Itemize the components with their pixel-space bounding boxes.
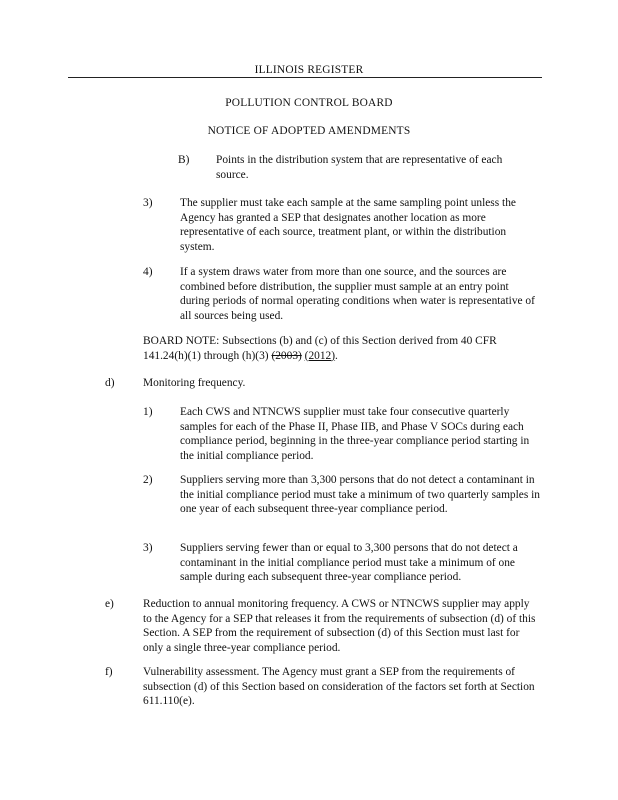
section-e-text: Reduction to annual monitoring frequency. A CWS or NTNCWS supplier may apply to the Agency for a SEP that releases it from the requirements of subsection (d) of this Section. A SEP from the requirement of subsection (d) of this Section must last for only a single three-year compliance period. — [143, 598, 536, 654]
board-note-inserted-year: (2012) — [304, 349, 336, 362]
section-f-label: f) — [105, 666, 113, 678]
item-4-text: If a system draws water from more than one source, and the sources are combined before distribution, the supplier must sample at an entry point during periods of normal operating conditions when water is representative of all sources being used. — [180, 266, 535, 322]
board-note — [143, 334, 540, 363]
register-title: ILLINOIS REGISTER — [254, 64, 364, 76]
board-note-text: BOARD NOTE: Subsections (b) and (c) of this Section derived from 40 CFR 141.24(h)(1) through (h)(3) — [143, 335, 497, 362]
section-d-label: d) — [105, 377, 115, 389]
notice-title: NOTICE OF ADOPTED AMENDMENTS — [207, 125, 411, 137]
section-e-label: e) — [105, 598, 114, 610]
item-b-label: B) — [178, 154, 190, 166]
section-d-item-2-label: 2) — [143, 474, 153, 486]
section-d-title: Monitoring frequency. — [143, 377, 246, 389]
section-d-item-3-label: 3) — [143, 542, 153, 554]
item-3-label: 3) — [143, 197, 153, 209]
item-4-label: 4) — [143, 266, 153, 278]
section-d-item-3-text: Suppliers serving fewer than or equal to 3,300 persons that do not detect a contaminant in the initial compliance period must take a minimum of one sample during each subsequent three-year compliance period. — [180, 542, 518, 584]
board-title: POLLUTION CONTROL BOARD — [225, 97, 393, 109]
section-d-item-1-label: 1) — [143, 406, 153, 418]
item-3-text: The supplier must take each sample at the same sampling point unless the Agency has granted a SEP that designates another location as more representative of each source, treatment plant, or within the distribution system. — [180, 197, 516, 253]
header-rule — [68, 77, 542, 78]
section-f-text: Vulnerability assessment. The Agency must grant a SEP from the requirements of subsection (d) of this Section based on consideration of the factors set forth at Section 611.110(e). — [143, 666, 535, 708]
section-d-item-1-text: Each CWS and NTNCWS supplier must take four consecutive quarterly samples for each of the Phase II, Phase IIB, and Phase V SOCs during each compliance period, beginning in the three-year compliance period starting in the initial compliance period. — [180, 406, 530, 462]
item-b-text: Points in the distribution system that are representative of each source. — [216, 154, 503, 181]
board-note-end: . — [335, 349, 338, 362]
section-d-item-2-text: Suppliers serving more than 3,300 persons that do not detect a contaminant in the initial compliance period must take a minimum of two quarterly samples in one year of each subsequent three-year compliance period. — [180, 474, 540, 516]
board-note-struck-year: (2003) — [271, 349, 302, 362]
